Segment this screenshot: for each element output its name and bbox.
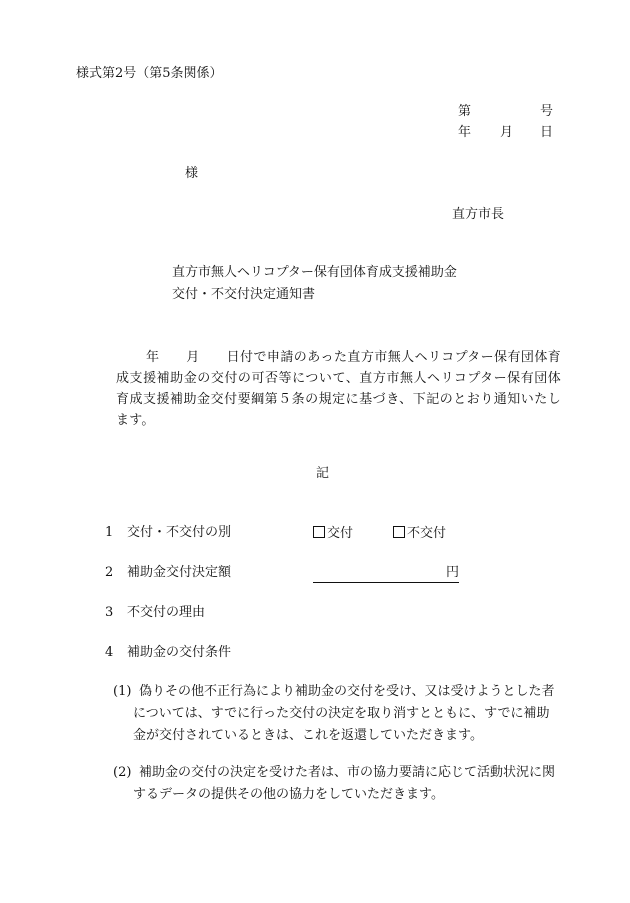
doc-number-suffix: 号 (540, 104, 554, 119)
date-day: 日 (540, 125, 554, 140)
option-grant-label: 交付 (327, 526, 354, 541)
option-no-grant-label: 不交付 (407, 526, 447, 541)
option-grant[interactable] (313, 526, 353, 540)
body-paragraph: 年 月 日付で申請のあった直方市無人ヘリコプター保有団体育成支援補助金の交付の可否等について、直方市無人ヘリコプター保有団体育成支援補助金交付要綱第５条の規定に基づき、下記のとおり通知いたします。 (116, 350, 561, 428)
doc-number-prefix: 第 (458, 104, 472, 119)
item-2-number: 2 (105, 565, 114, 580)
addressee-suffix: 様 (185, 166, 199, 181)
ki-heading: 記 (316, 466, 330, 481)
amount-field[interactable] (313, 566, 459, 583)
item-1-number: 1 (105, 525, 114, 540)
condition-1-number: (1) (113, 684, 132, 699)
title-line-2: 交付・不交付決定通知書 (172, 287, 316, 302)
date-year: 年 (458, 125, 472, 140)
item-3-label: 不交付の理由 (127, 605, 206, 620)
item-2-label: 補助金交付決定額 (127, 565, 232, 580)
form-number: 様式第2号（第5条関係） (76, 66, 223, 81)
date-month: 月 (500, 125, 514, 140)
item-1-label: 交付・不交付の別 (127, 525, 232, 540)
no-grant-checkbox[interactable] (393, 526, 405, 538)
sender-name: 直方市長 (452, 207, 505, 222)
condition-2-text: 補助金の交付の決定を受けた者は、市の協力要請に応じて活動状況に関するデータの提供その他の協力をしていただきます。 (133, 765, 556, 802)
condition-1-text: 偽りその他不正行為により補助金の交付を受け、又は受けようとした者については、すでに行った交付の決定を取り消すとともに、すでに補助金が交付されているときは、これを返還していただきます。 (133, 684, 555, 743)
item-4-label: 補助金の交付条件 (127, 645, 232, 660)
item-4-number: 4 (105, 645, 114, 660)
option-no-grant[interactable] (393, 526, 446, 540)
grant-checkbox[interactable] (313, 526, 325, 538)
title-line-1: 直方市無人ヘリコプター保有団体育成支援補助金 (172, 265, 457, 280)
item-3-number: 3 (105, 605, 114, 620)
amount-unit: 円 (446, 565, 460, 580)
condition-2-number: (2) (113, 765, 132, 780)
